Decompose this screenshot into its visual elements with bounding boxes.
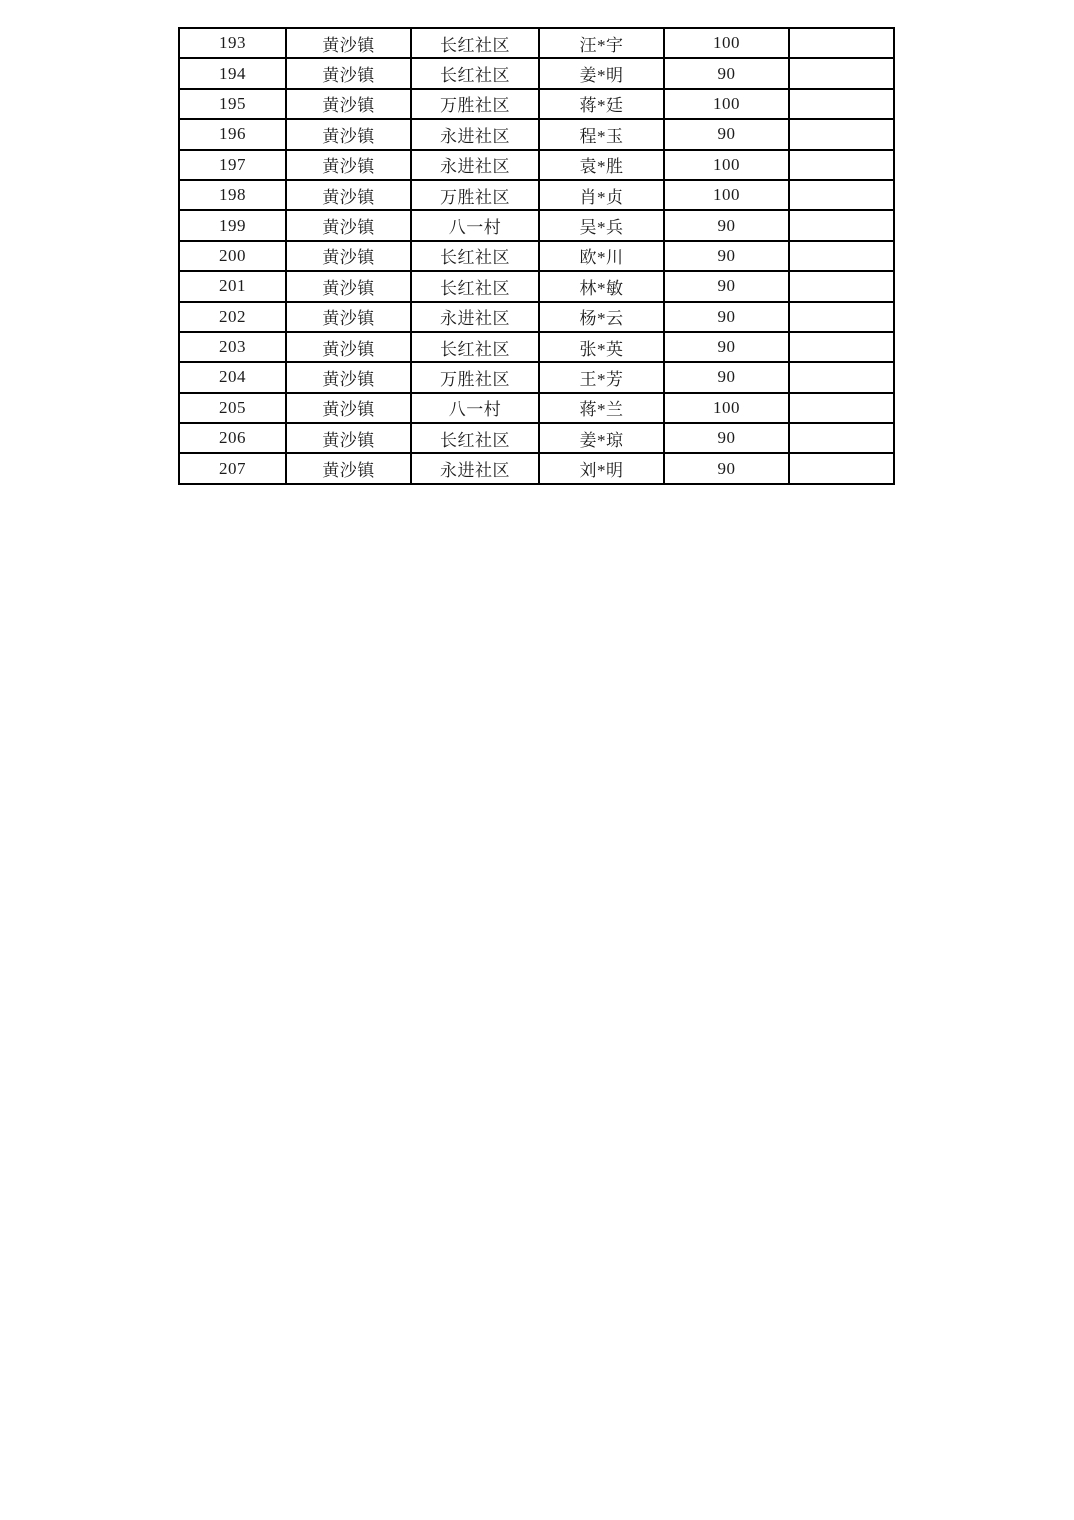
cell-community: 永进社区: [411, 453, 539, 483]
cell-name: 袁*胜: [539, 150, 664, 180]
cell-town: 黄沙镇: [286, 180, 411, 210]
cell-index: 202: [179, 302, 286, 332]
cell-index: 199: [179, 210, 286, 240]
cell-town: 黄沙镇: [286, 241, 411, 271]
cell-community: 长红社区: [411, 271, 539, 301]
table-row: [179, 150, 894, 180]
cell-remark: [789, 393, 894, 423]
cell-community: 万胜社区: [411, 89, 539, 119]
table-row: [179, 302, 894, 332]
table-row: [179, 241, 894, 271]
table-row: [179, 362, 894, 392]
cell-town: 黄沙镇: [286, 28, 411, 58]
cell-name: 程*玉: [539, 119, 664, 149]
cell-remark: [789, 362, 894, 392]
cell-community: 永进社区: [411, 302, 539, 332]
cell-score: 90: [664, 241, 789, 271]
cell-remark: [789, 210, 894, 240]
score-table: [178, 27, 895, 485]
cell-town: 黄沙镇: [286, 150, 411, 180]
cell-community: 长红社区: [411, 58, 539, 88]
cell-score: 100: [664, 393, 789, 423]
cell-community: 长红社区: [411, 332, 539, 362]
cell-score: 90: [664, 423, 789, 453]
cell-town: 黄沙镇: [286, 423, 411, 453]
cell-remark: [789, 58, 894, 88]
cell-remark: [789, 119, 894, 149]
cell-score: 90: [664, 119, 789, 149]
table-row: [179, 453, 894, 483]
table-row: [179, 28, 894, 58]
cell-index: 193: [179, 28, 286, 58]
cell-community: 八一村: [411, 393, 539, 423]
cell-score: 90: [664, 58, 789, 88]
cell-name: 肖*贞: [539, 180, 664, 210]
cell-community: 长红社区: [411, 423, 539, 453]
cell-community: 长红社区: [411, 241, 539, 271]
table-row: [179, 119, 894, 149]
cell-remark: [789, 28, 894, 58]
cell-index: 198: [179, 180, 286, 210]
cell-score: 90: [664, 302, 789, 332]
cell-community: 八一村: [411, 210, 539, 240]
cell-index: 206: [179, 423, 286, 453]
cell-town: 黄沙镇: [286, 302, 411, 332]
cell-name: 蒋*兰: [539, 393, 664, 423]
cell-community: 万胜社区: [411, 180, 539, 210]
table-row: [179, 210, 894, 240]
cell-remark: [789, 332, 894, 362]
table-row: [179, 271, 894, 301]
cell-name: 刘*明: [539, 453, 664, 483]
cell-town: 黄沙镇: [286, 362, 411, 392]
cell-town: 黄沙镇: [286, 453, 411, 483]
cell-town: 黄沙镇: [286, 58, 411, 88]
cell-score: 100: [664, 89, 789, 119]
cell-index: 204: [179, 362, 286, 392]
cell-score: 90: [664, 453, 789, 483]
cell-remark: [789, 89, 894, 119]
cell-name: 欧*川: [539, 241, 664, 271]
cell-index: 203: [179, 332, 286, 362]
cell-remark: [789, 241, 894, 271]
cell-remark: [789, 423, 894, 453]
table-row: [179, 332, 894, 362]
cell-community: 长红社区: [411, 28, 539, 58]
cell-town: 黄沙镇: [286, 271, 411, 301]
cell-score: 90: [664, 210, 789, 240]
cell-name: 吴*兵: [539, 210, 664, 240]
cell-name: 王*芳: [539, 362, 664, 392]
cell-index: 196: [179, 119, 286, 149]
cell-remark: [789, 453, 894, 483]
cell-town: 黄沙镇: [286, 119, 411, 149]
cell-index: 201: [179, 271, 286, 301]
cell-index: 194: [179, 58, 286, 88]
cell-name: 蒋*廷: [539, 89, 664, 119]
cell-name: 汪*宇: [539, 28, 664, 58]
cell-score: 90: [664, 332, 789, 362]
cell-score: 100: [664, 180, 789, 210]
cell-remark: [789, 180, 894, 210]
cell-town: 黄沙镇: [286, 89, 411, 119]
cell-score: 100: [664, 28, 789, 58]
cell-name: 张*英: [539, 332, 664, 362]
cell-town: 黄沙镇: [286, 393, 411, 423]
cell-name: 林*敏: [539, 271, 664, 301]
cell-town: 黄沙镇: [286, 332, 411, 362]
cell-name: 杨*云: [539, 302, 664, 332]
cell-score: 90: [664, 271, 789, 301]
cell-community: 万胜社区: [411, 362, 539, 392]
cell-community: 永进社区: [411, 150, 539, 180]
cell-index: 200: [179, 241, 286, 271]
cell-community: 永进社区: [411, 119, 539, 149]
cell-index: 197: [179, 150, 286, 180]
cell-name: 姜*琼: [539, 423, 664, 453]
cell-town: 黄沙镇: [286, 210, 411, 240]
table-row: [179, 423, 894, 453]
cell-index: 205: [179, 393, 286, 423]
table-row: [179, 89, 894, 119]
cell-name: 姜*明: [539, 58, 664, 88]
cell-score: 90: [664, 362, 789, 392]
cell-score: 100: [664, 150, 789, 180]
table-row: [179, 393, 894, 423]
score-table-container: [178, 27, 895, 485]
cell-index: 207: [179, 453, 286, 483]
table-row: [179, 58, 894, 88]
cell-remark: [789, 271, 894, 301]
table-row: [179, 180, 894, 210]
cell-remark: [789, 302, 894, 332]
cell-remark: [789, 150, 894, 180]
cell-index: 195: [179, 89, 286, 119]
